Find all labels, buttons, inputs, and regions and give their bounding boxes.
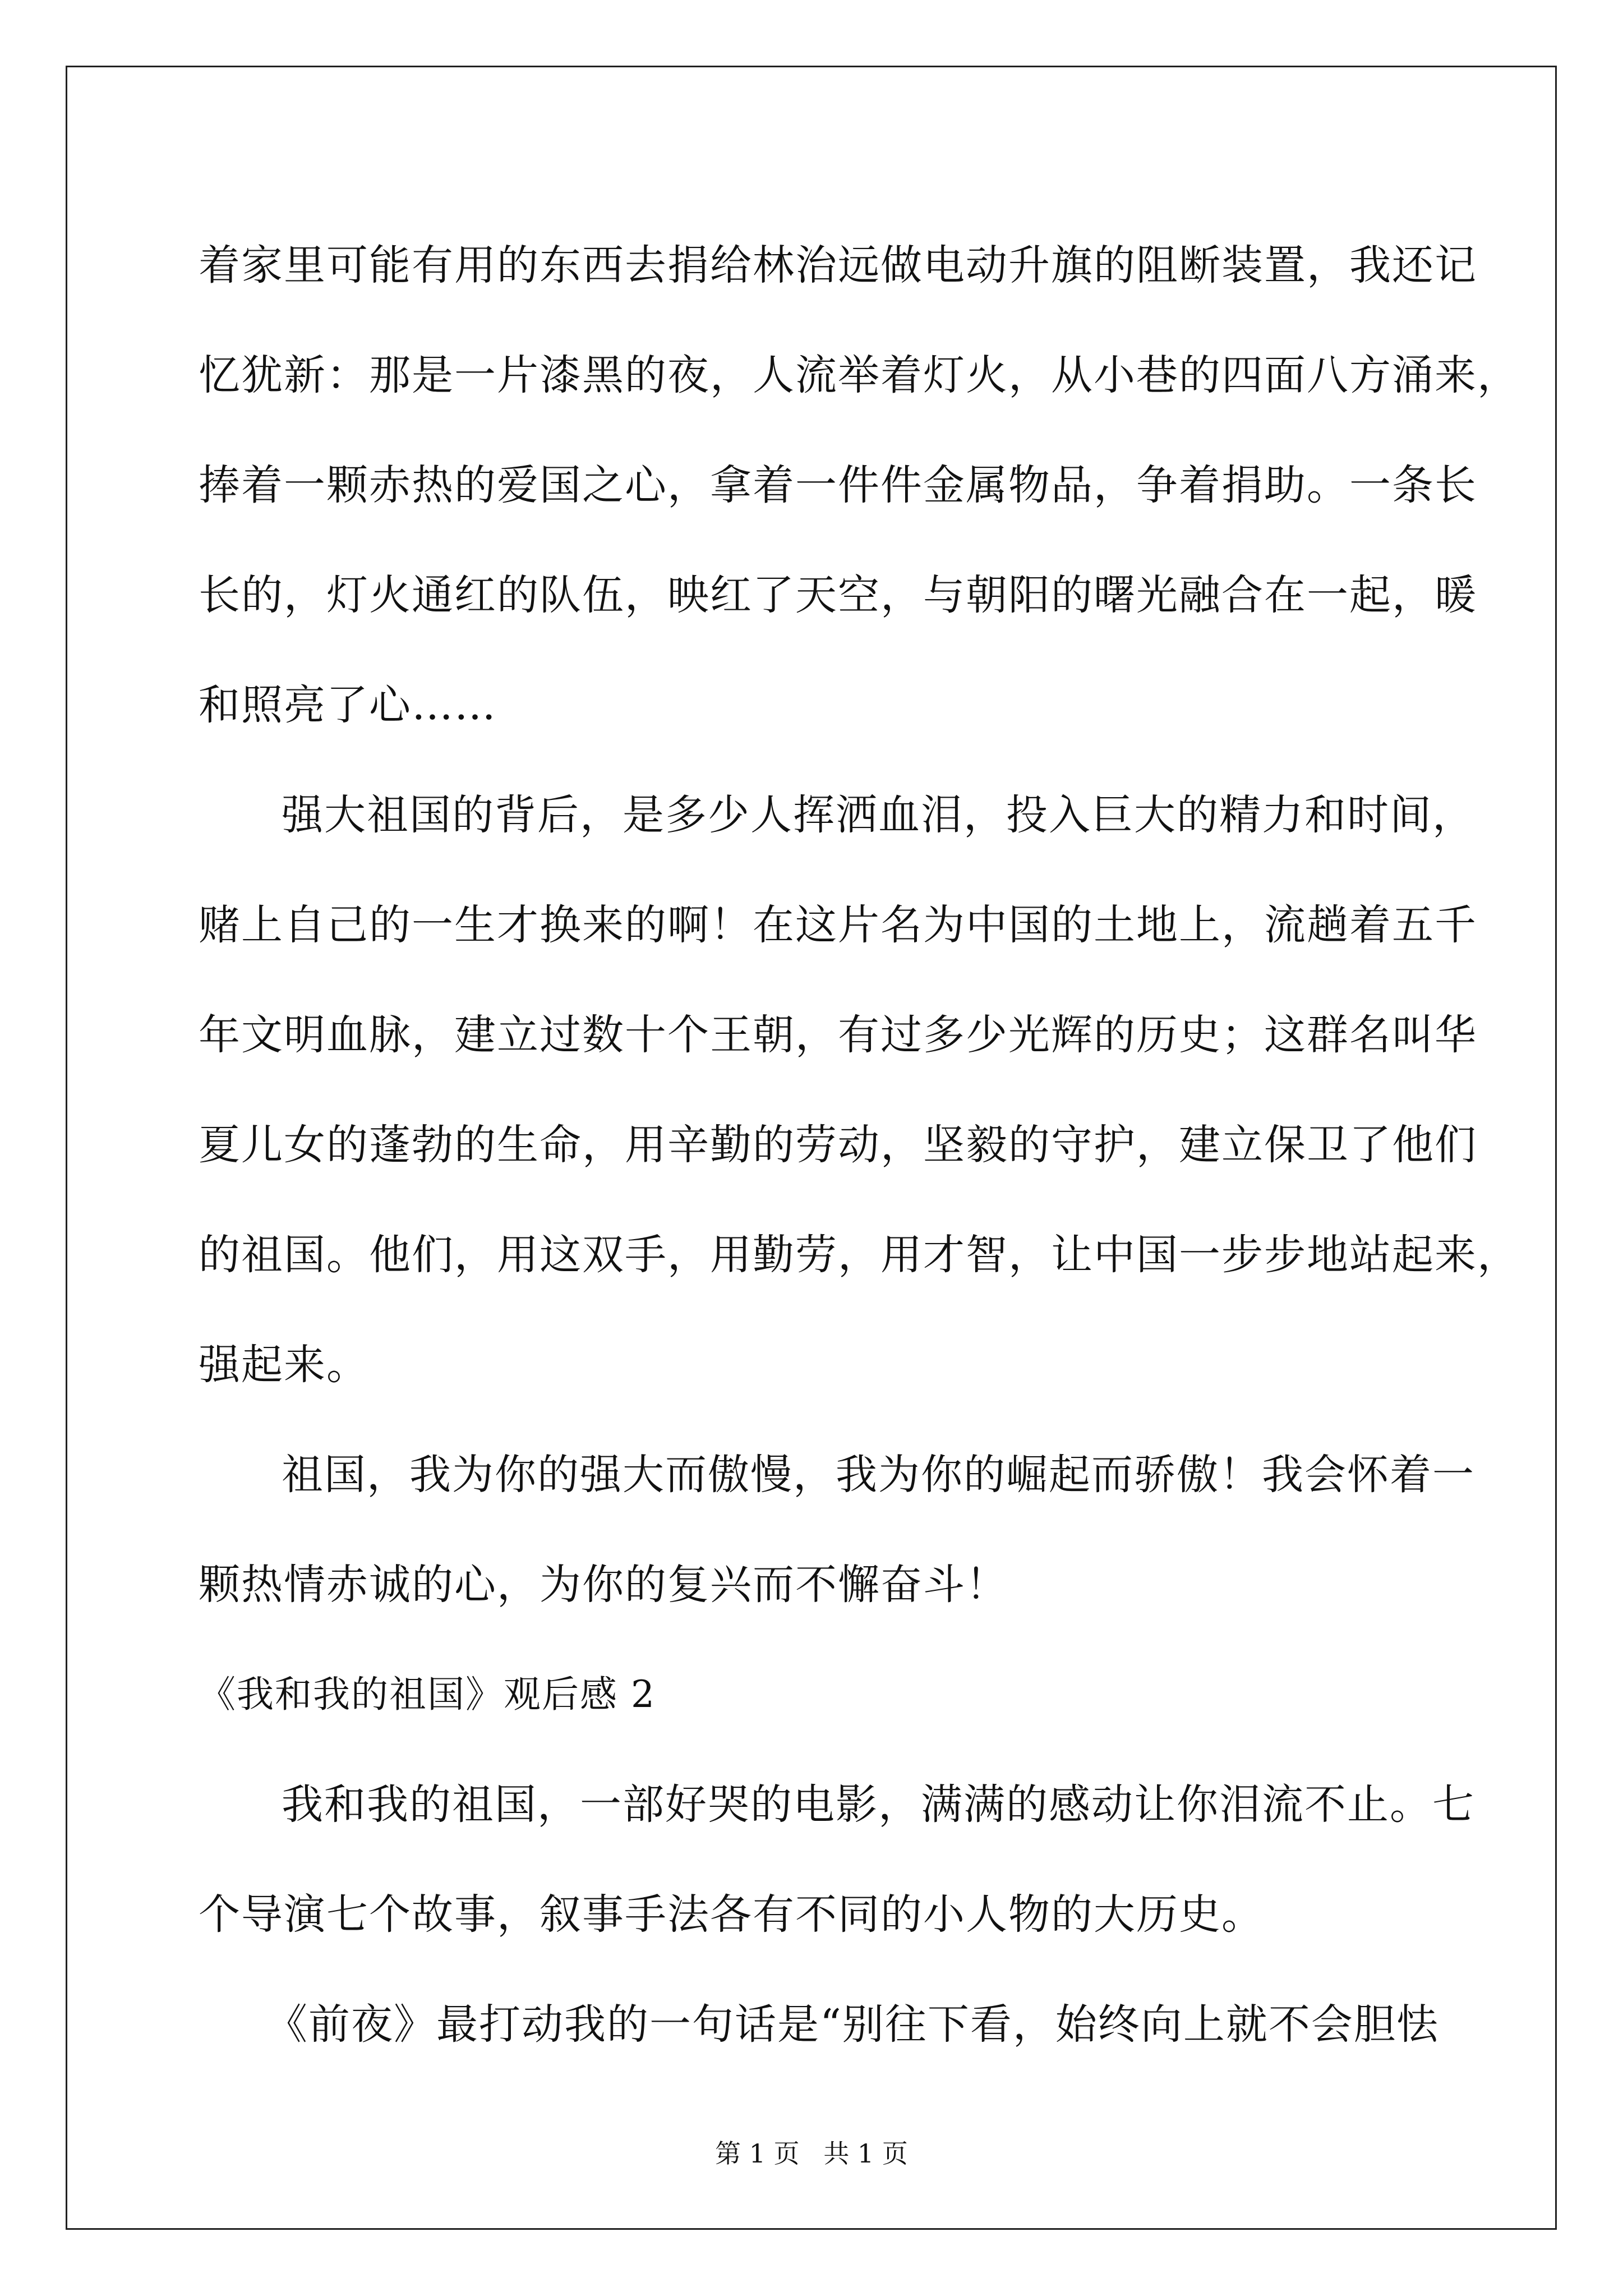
paragraph-line: 赌上自己的一生才换来的啊！在这片名为中国的土地上，流趟着五千 [199,901,1477,949]
paragraph-line: 《前夜》最打动我的一句话是“别往下看，始终向上就不会胆怯 [266,2000,1439,2049]
paragraph-line: 个导演七个故事，叙事手法各有不同的小人物的大历史。 [199,1890,1264,1939]
paragraph-line: 捧着一颗赤热的爱国之心，拿着一件件金属物品，争着捐助。一条长 [199,461,1477,509]
paragraph-line: 着家里可能有用的东西去捐给林治远做电动升旗的阻断装置，我还记 [199,241,1477,289]
paragraph-line: 长的，灯火通红的队伍，映红了天空，与朝阳的曙光融合在一起，暖 [199,571,1477,619]
page-footer [0,2133,1623,2170]
paragraph-line: 和照亮了心…… [199,681,497,729]
page-number: 第 1 页 [715,2138,800,2169]
paragraph-line: 强起来。 [199,1341,369,1389]
paragraph-line: 忆犹新：那是一片漆黑的夜，人流举着灯火，从小巷的四面八方涌来， [199,351,1520,399]
section-heading: 《我和我的祖国》观后感 2 [199,1673,656,1716]
paragraph-line: 年文明血脉，建立过数十个王朝，有过多少光辉的历史；这群名叫华 [199,1011,1477,1059]
paragraph-line: 颗热情赤诚的心，为你的复兴而不懈奋斗！ [199,1561,1008,1609]
paragraph-line: 的祖国。他们，用这双手，用勤劳，用才智，让中国一步步地站起来， [199,1231,1520,1279]
paragraph-line: 我和我的祖国，一部好哭的电影，满满的感动让你泪流不止。七 [282,1780,1475,1829]
paragraph-line: 祖国，我为你的强大而傲慢，我为你的崛起而骄傲！我会怀着一 [282,1451,1475,1499]
paragraph-line: 强大祖国的背后，是多少人挥洒血泪，投入巨大的精力和时间， [282,791,1475,839]
page-total: 共 1 页 [823,2138,908,2169]
document-body [199,210,1520,2079]
paragraph-line: 夏儿女的蓬勃的生命，用辛勤的劳动，坚毅的守护，建立保卫了他们 [199,1121,1477,1169]
